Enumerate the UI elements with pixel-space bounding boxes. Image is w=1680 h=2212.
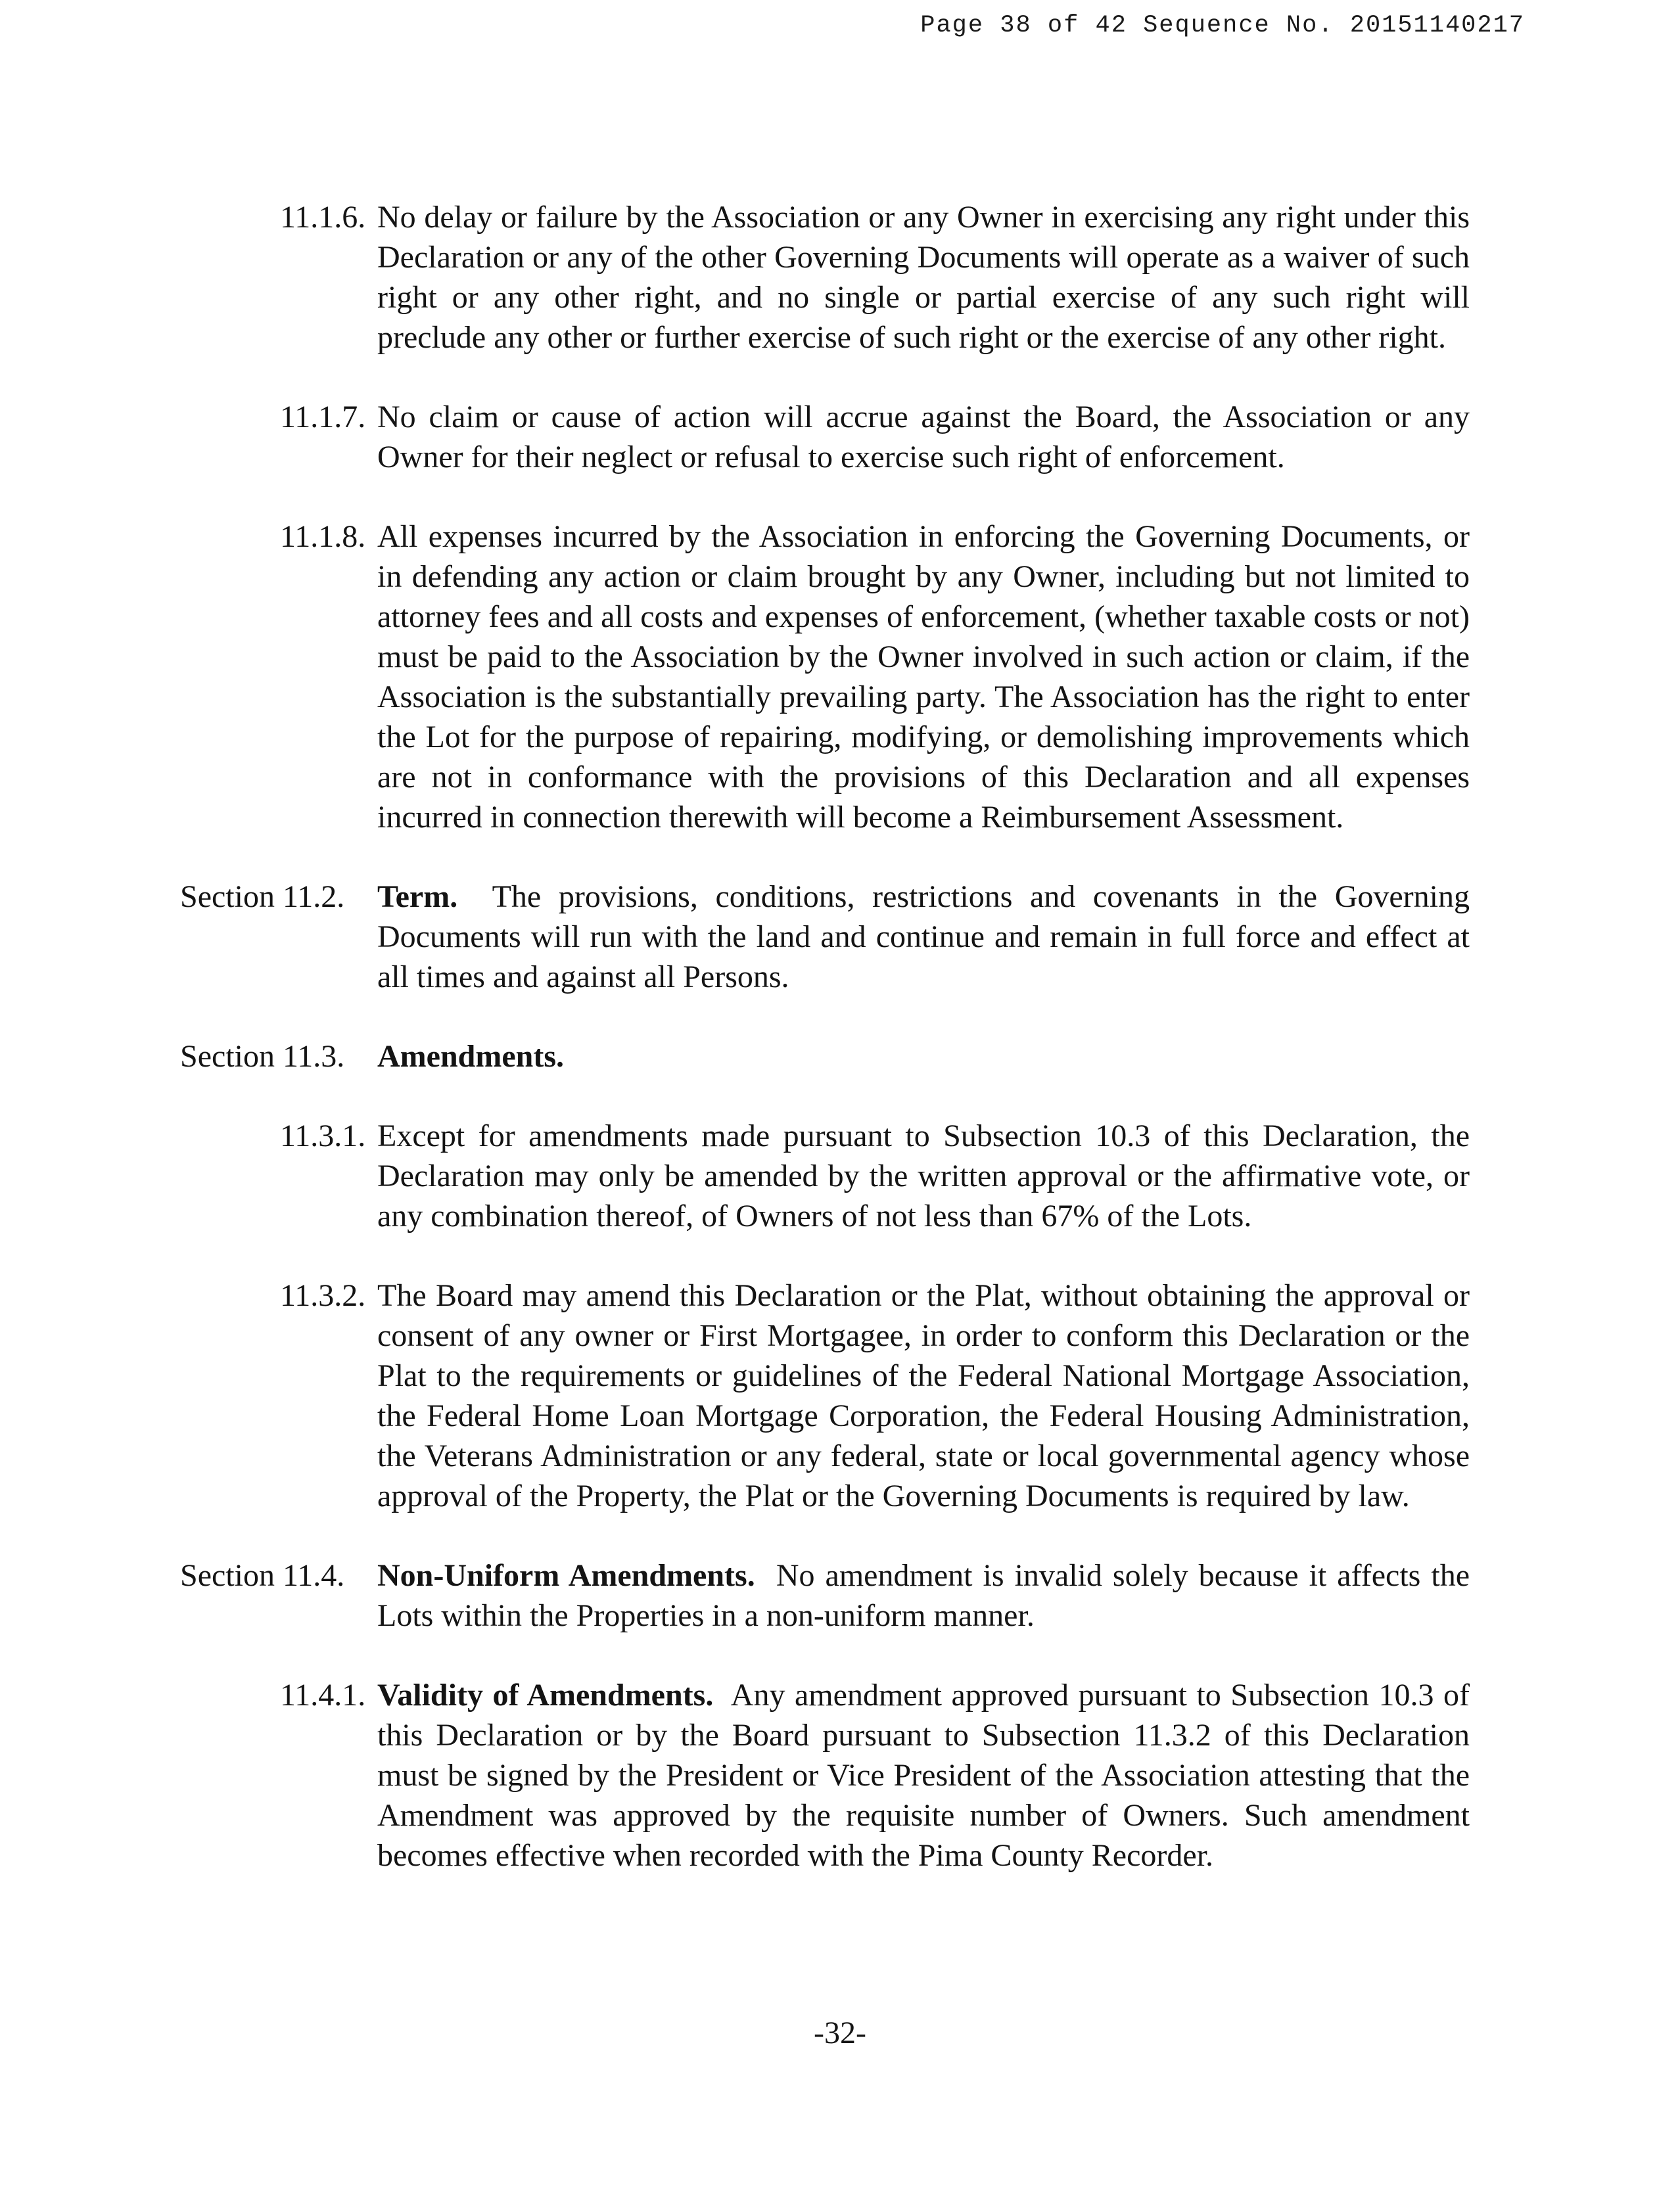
paragraph-11-3-2 — [280, 1276, 1470, 1516]
section-number: Section 11.4. — [180, 1558, 345, 1593]
section-title: Amendments. — [377, 1039, 564, 1074]
paragraph-text: No amendment is invalid solely because it affects the Lots within the Properties in a non-uniform manner. — [377, 1558, 1470, 1633]
paragraph-11-4-1 — [280, 1675, 1470, 1876]
paragraph-number: 11.4.1. — [280, 1678, 366, 1713]
section-title: Non-Uniform Amendments. — [377, 1558, 755, 1593]
paragraph-text: All expenses incurred by the Association in enforcing the Governing Documents, or in defending any action or claim brought by any Owner, including but not limited to attorney fees and all costs and expenses of enforcement, (whether taxable costs or not) must be paid to the Association by the Owner involved in such action or claim, if the Association is the substantially prevailing party. The Association has the right to enter the Lot for the purpose of repairing, modifying, or demolishing improvements which are not in conformance with the provisions of this Declaration and all expenses incurred in connection therewith will become a Reimbursement Assessment. — [377, 519, 1470, 835]
document-body — [0, 197, 1680, 1876]
paragraph-text: No delay or failure by the Association or any Owner in exercising any right under this Declaration or any of the other Governing Documents will operate as a waiver of such right or any other right, and no single or partial exercise of any such right will preclude any other or further exercise of such right or the exercise of any other right. — [377, 200, 1470, 355]
page-number: -32- — [814, 2016, 866, 2050]
paragraph-11-1-8 — [280, 517, 1470, 837]
paragraph-11-1-7 — [280, 397, 1470, 477]
paragraph-text: Except for amendments made pursuant to Subsection 10.3 of this Declaration, the Declaration may only be amended by the written approval or the affirmative vote, or any combination thereof, of Owners of not less than 67% of the Lots. — [377, 1118, 1470, 1233]
page-sequence-header: Page 38 of 42 Sequence No. 20151140217 — [920, 12, 1525, 39]
paragraph-text: The Board may amend this Declaration or the Plat, without obtaining the approval or consent of any owner or First Mortgagee, in order to conform this Declaration or the Plat to the requirements or guidelines of the Federal National Mortgage Association, the Federal Home Loan Mortgage Corporation, the Federal Housing Administration, the Veterans Administration or any federal, state or local governmental agency whose approval of the Property, the Plat or the Governing Documents is required by law. — [377, 1278, 1470, 1513]
paragraph-number: 11.3.1. — [280, 1118, 366, 1153]
section-title: Term. — [377, 879, 458, 914]
paragraph-number: 11.1.8. — [280, 519, 366, 554]
paragraph-number: 11.1.7. — [280, 400, 366, 434]
paragraph-11-1-6 — [280, 197, 1470, 357]
section-number: Section 11.2. — [180, 879, 345, 914]
paragraph-text: Any amendment approved pursuant to Subsection 10.3 of this Declaration or by the Board pursuant to Subsection 11.3.2 of this Declaration must be signed by the President or Vice President of the Association attesting that the Amendment was approved by the requisite number of Owners. Such amendment becomes effective when recorded with the Pima County Recorder. — [377, 1678, 1470, 1873]
section-11-2-term — [180, 877, 1470, 997]
section-11-4-non-uniform-amendments — [180, 1555, 1470, 1636]
paragraph-11-3-1 — [280, 1116, 1470, 1236]
section-number: Section 11.3. — [180, 1039, 345, 1074]
paragraph-number: 11.1.6. — [280, 200, 366, 235]
paragraph-number: 11.3.2. — [280, 1278, 366, 1313]
paragraph-title: Validity of Amendments. — [377, 1678, 714, 1713]
paragraph-text: No claim or cause of action will accrue against the Board, the Association or any Owner for their neglect or refusal to exercise such right of enforcement. — [377, 400, 1470, 474]
paragraph-text: The provisions, conditions, restrictions and covenants in the Governing Documents will run with the land and continue and remain in full force and effect at all times and against all Persons. — [377, 879, 1470, 994]
section-11-3-amendments — [180, 1036, 1470, 1076]
